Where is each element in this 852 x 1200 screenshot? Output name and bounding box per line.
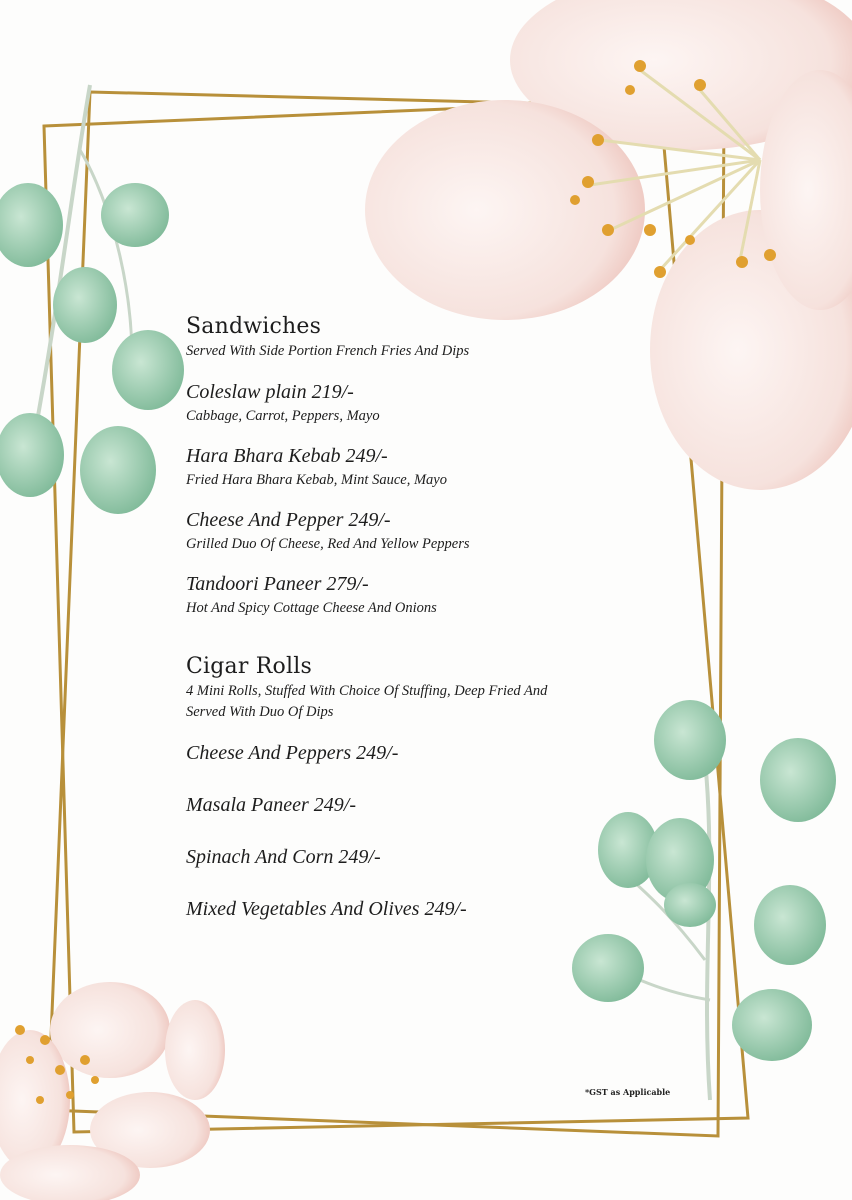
bottom-right-leaves-icon (572, 700, 836, 1100)
item-price: 279/- (326, 573, 369, 595)
item-name: Mixed Vegetables And Olives (186, 898, 420, 920)
item-name: Cheese And Peppers (186, 742, 352, 764)
sandwiches-section (186, 314, 606, 618)
item-description: Cabbage, Carrot, Peppers, Mayo (186, 408, 380, 424)
item-price: 249/- (356, 742, 399, 764)
item-price: 249/- (424, 898, 467, 920)
bottom-flower-icon (0, 982, 225, 1200)
menu-item (186, 508, 606, 554)
item-price: 219/- (311, 381, 354, 403)
top-left-leaves-icon (0, 85, 184, 514)
item-description: Grilled Duo Of Cheese, Red And Yellow Peppers (186, 536, 470, 552)
item-name: Spinach And Corn (186, 846, 334, 868)
item-price: 249/- (338, 846, 381, 868)
item-name: Tandoori Paneer (186, 573, 322, 595)
menu-item (186, 845, 606, 897)
section-title: Cigar Rolls (186, 654, 312, 679)
cigar-rolls-section (186, 654, 606, 949)
menu-item (186, 741, 606, 793)
gst-footnote: *GST as Applicable (585, 1087, 671, 1097)
item-description: Fried Hara Bhara Kebab, Mint Sauce, Mayo (186, 472, 447, 488)
item-description: Hot And Spicy Cottage Cheese And Onions (186, 600, 437, 616)
menu-item (186, 793, 606, 845)
item-price: 249/- (313, 794, 356, 816)
section-title: Sandwiches (186, 314, 322, 339)
item-price: 249/- (345, 445, 388, 467)
section-subtitle: 4 Mini Rolls, Stuffed With Choice Of Stuffing, Deep Fried And Served With Duo Of Dips (186, 683, 548, 720)
menu-item (186, 897, 606, 949)
item-name: Masala Paneer (186, 794, 309, 816)
menu-item (186, 572, 606, 618)
item-name: Cheese And Pepper (186, 509, 344, 531)
menu-item (186, 444, 606, 490)
item-name: Coleslaw plain (186, 381, 307, 403)
menu-content (186, 314, 606, 949)
item-price: 249/- (348, 509, 391, 531)
menu-item (186, 380, 606, 426)
section-subtitle: Served With Side Portion French Fries And Dips (186, 343, 470, 359)
item-name: Hara Bhara Kebab (186, 445, 341, 467)
